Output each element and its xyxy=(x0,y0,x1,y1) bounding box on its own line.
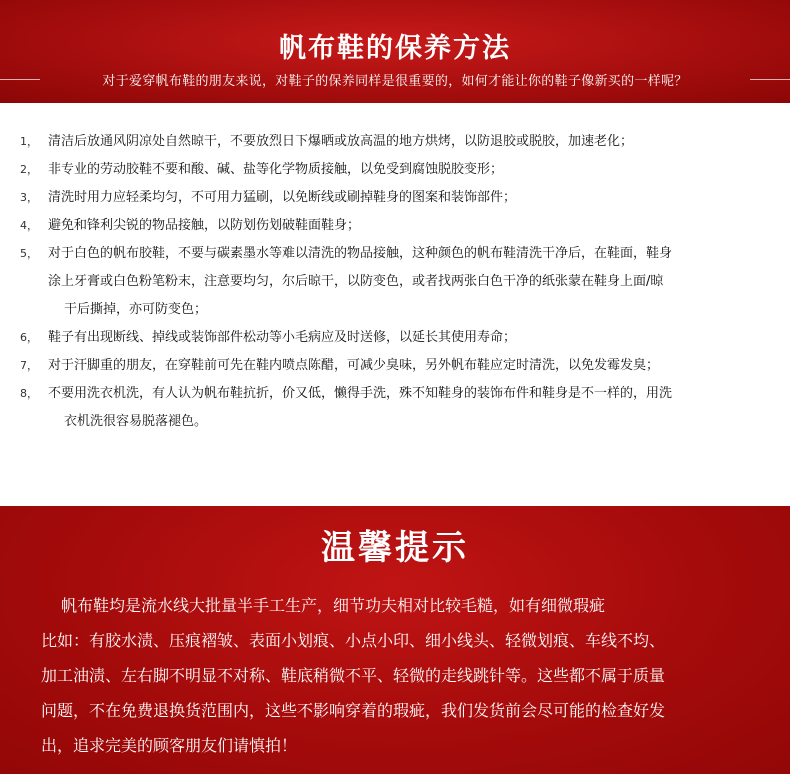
care-title: 帆布鞋的保养方法 xyxy=(279,33,511,64)
item-number: 2， xyxy=(20,163,38,176)
item-text: 对于汗脚重的朋友，在穿鞋前可先在鞋内喷点陈醋，可减少臭味，另外帆布鞋应定时清洗，以免发霉发臭； xyxy=(48,358,660,373)
notice-body xyxy=(41,588,771,763)
notice-title: 温馨提示 xyxy=(321,528,469,568)
care-item xyxy=(20,324,780,352)
item-text-continued: 衣机洗很容易脱落褪色。 xyxy=(64,414,208,429)
care-list xyxy=(20,128,780,436)
item-text: 非专业的劳动胶鞋不要和酸、碱、盐等化学物质接触，以免受到腐蚀脱胶变形； xyxy=(48,162,504,177)
care-subtitle: 对于爱穿帆布鞋的朋友来说，对鞋子的保养同样是很重要的，如何才能让你的鞋子像新买的一样呢？ xyxy=(102,74,688,89)
item-number: 3， xyxy=(20,191,38,204)
item-number: 8， xyxy=(20,387,38,400)
item-text-continued: 涂上牙膏或白色粉笔粉末，注意要均匀，尔后晾干，以防变色，或者找两张白色干净的纸张蒙在鞋身上面/晾 xyxy=(48,274,664,289)
notice-line: 帆布鞋均是流水线大批量半手工生产，细节功夫相对比较毛糙，如有细微瑕疵 xyxy=(61,596,606,615)
item-text: 清洁后放通风阴凉处自然晾干，不要放烈日下爆晒或放高温的地方烘烤，以防退胶或脱胶，加速老化； xyxy=(48,134,634,149)
care-item xyxy=(20,212,780,240)
item-text: 不要用洗衣机洗，有人认为帆布鞋抗折，价又低，懒得手洗，殊不知鞋身的装饰布件和鞋身是不一样的，用洗 xyxy=(48,386,673,401)
care-item xyxy=(20,380,780,436)
item-text: 避免和锋利尖锐的物品接触，以防划伤划破鞋面鞋身； xyxy=(48,218,361,233)
notice-banner xyxy=(0,506,790,774)
item-text: 对于白色的帆布胶鞋，不要与碳素墨水等难以清洗的物品接触，这种颜色的帆布鞋清洗干净后，在鞋面，鞋身 xyxy=(48,246,673,261)
care-item xyxy=(20,240,780,324)
item-number: 1， xyxy=(20,135,38,148)
notice-line: 问题，不在免费退换货范围内，这些不影响穿着的瑕疵，我们发货前会尽可能的检查好发 xyxy=(41,701,666,720)
notice-line: 比如：有胶水渍、压痕褶皱、表面小划痕、小点小印、细小线头、轻微划痕、车线不均、 xyxy=(41,631,666,650)
item-text: 清洗时用力应轻柔均匀，不可用力猛刷，以免断线或刷掉鞋身的图案和装饰部件； xyxy=(48,190,517,205)
item-number: 5， xyxy=(20,247,38,260)
care-item xyxy=(20,184,780,212)
care-item xyxy=(20,156,780,184)
item-number: 6， xyxy=(20,331,38,344)
care-header-banner xyxy=(0,0,790,103)
notice-line: 加工油渍、左右脚不明显不对称、鞋底稍微不平、轻微的走线跳针等。这些都不属于质量 xyxy=(41,666,666,685)
care-item xyxy=(20,352,780,380)
item-text-continued: 干后撕掉，亦可防变色； xyxy=(64,302,208,317)
item-text: 鞋子有出现断线、掉线或装饰部件松动等小毛病应及时送修，以延长其使用寿命； xyxy=(48,330,517,345)
notice-line: 出，追求完美的顾客朋友们请慎拍！ xyxy=(41,736,298,755)
item-number: 7， xyxy=(20,359,38,372)
care-item xyxy=(20,128,780,156)
item-number: 4， xyxy=(20,219,38,232)
divider-right xyxy=(750,79,790,80)
